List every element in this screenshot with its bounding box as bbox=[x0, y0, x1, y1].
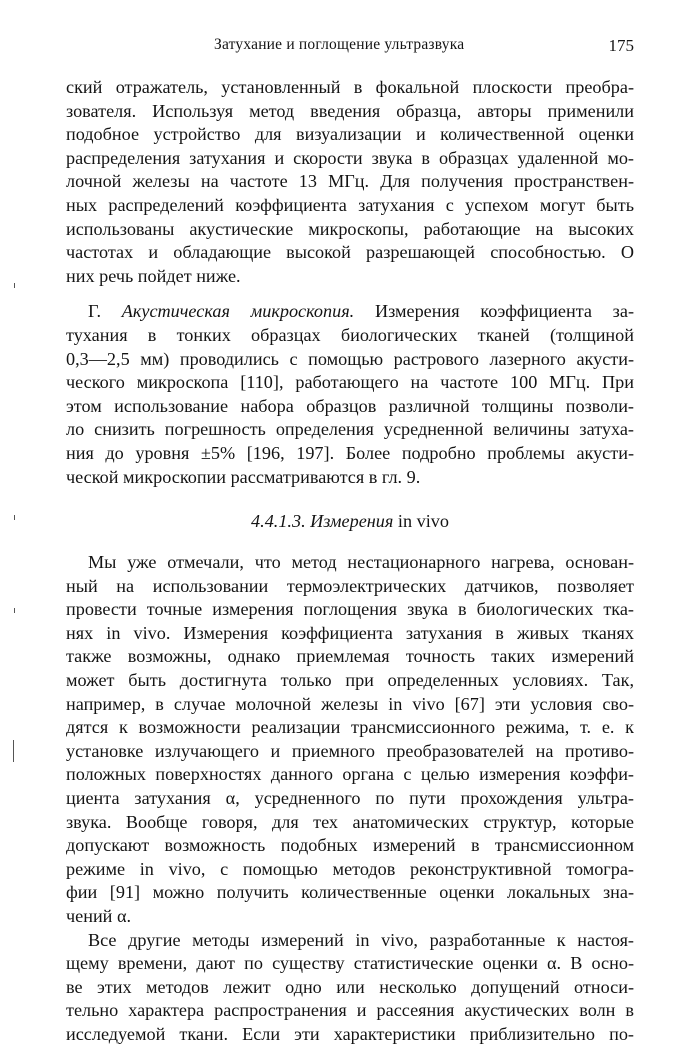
text-line bbox=[66, 300, 634, 324]
margin-mark bbox=[14, 283, 15, 288]
text-line: этом использование набора образцов различной толщины позволи- bbox=[66, 395, 634, 416]
section-heading bbox=[66, 509, 634, 533]
paragraph bbox=[66, 929, 634, 1047]
text-line: ния до уровня ±5% [196, 197]. Более подробно проблемы акусти- bbox=[66, 442, 634, 463]
paragraph-run-in-title: Акустическая микроскопия. bbox=[121, 301, 355, 322]
text-line: Мы уже отмечали, что метод нестационарного нагрева, основан- bbox=[88, 552, 634, 573]
text-line: ный на использовании термоэлектрических датчиков, позволяет bbox=[66, 575, 634, 596]
text-line: ных распределений коэффициента затухания с успехом могут быть bbox=[66, 194, 634, 215]
text-line: установке излучающего и приемного преобразователей на противо- bbox=[66, 740, 634, 761]
text-line: фии [91] можно получить количественные оценки локальных зна- bbox=[66, 882, 634, 903]
text-line: нях in vivo. Измерения коэффициента затухания в живых тканях bbox=[66, 622, 634, 643]
text-line: дятся к возможности реализации трансмиссионного режима, т. е. к bbox=[66, 717, 634, 738]
section-heading-suffix: in vivo bbox=[393, 511, 449, 532]
section-heading-number-title: 4.4.1.3. Измерения bbox=[251, 511, 394, 532]
text-run: Измерения коэффициента за- bbox=[354, 301, 634, 322]
text-line: подобное устройство для визуализации и количественной оценки bbox=[66, 124, 634, 145]
text-line: также возможны, однако приемлемая точность таких измерений bbox=[66, 646, 634, 667]
text-line: чений α. bbox=[66, 906, 132, 926]
text-line: ческого микроскопа [110], работающего на частоте 100 МГц. При bbox=[66, 372, 634, 393]
text-line: щему времени, дают по существу статистические оценки α. В осно- bbox=[66, 953, 634, 974]
text-line: провести точные измерения поглощения звука в биологических тка- bbox=[66, 599, 634, 620]
running-title: Затухание и поглощение ультразвука bbox=[214, 36, 465, 53]
paragraph bbox=[66, 551, 634, 929]
running-header bbox=[66, 36, 634, 56]
text-line: зователя. Используя метод введения образца, авторы применили bbox=[66, 100, 634, 121]
text-line: звука. Вообще говоря, для тех анатомических структур, которые bbox=[66, 811, 634, 832]
margin-mark bbox=[13, 740, 14, 762]
paragraph-marker: Г. bbox=[88, 301, 122, 322]
text-line: использованы акустические микроскопы, работающие на высоких bbox=[66, 218, 634, 239]
text-line: режиме in vivo, с помощью методов реконструктивной томогра- bbox=[66, 858, 634, 879]
text-line: циента затухания α, усредненного по пути прохождения ультра- bbox=[66, 788, 634, 809]
margin-mark bbox=[14, 515, 15, 520]
text-line: положных поверхностях данного органа с целью измерения коэффи- bbox=[66, 764, 634, 785]
text-line: может быть достигнута только при определенных условиях. Так, bbox=[66, 670, 634, 691]
text-line: ве этих методов лежит одно или несколько допущений относи- bbox=[66, 976, 634, 997]
text-line: тухания в тонких образцах биологических тканей (толщиной bbox=[66, 324, 634, 345]
page-number: 175 bbox=[608, 36, 634, 55]
text-line: ло снизить погрешность определения усредненной величины затуха- bbox=[66, 419, 634, 440]
text-line: ский отражатель, установленный в фокальной плоскости преобра- bbox=[66, 77, 634, 97]
text-line: частотах и обладающие высокой разрешающей способностью. О bbox=[66, 242, 634, 263]
body-text bbox=[66, 76, 634, 1047]
text-line: исследуемой ткани. Если эти характеристики приблизительно по- bbox=[66, 1023, 634, 1044]
text-line: ческой микроскопии рассматриваются в гл. 9. bbox=[66, 466, 421, 487]
paragraph bbox=[66, 76, 634, 288]
text-line: например, в случае молочной железы in vivo [67] эти условия сво- bbox=[66, 693, 634, 714]
margin-mark bbox=[14, 608, 15, 613]
text-line: лочной железы на частоте 13 МГц. Для получения пространствен- bbox=[66, 171, 634, 192]
text-line: Все другие методы измерений in vivo, разработанные к настоя- bbox=[88, 929, 634, 950]
text-line: них речь пойдет ниже. bbox=[66, 265, 241, 286]
paragraph bbox=[66, 300, 634, 489]
text-line: тельно характера распространения и рассеяния акустических волн в bbox=[66, 1000, 634, 1021]
text-line: допускают возможность подобных измерений в трансмиссионном bbox=[66, 835, 634, 856]
text-line: 0,3—2,5 мм) проводились с помощью растрового лазерного акусти- bbox=[66, 348, 634, 369]
text-line: распределения затухания и скорости звука в образцах удаленной мо- bbox=[66, 147, 634, 168]
